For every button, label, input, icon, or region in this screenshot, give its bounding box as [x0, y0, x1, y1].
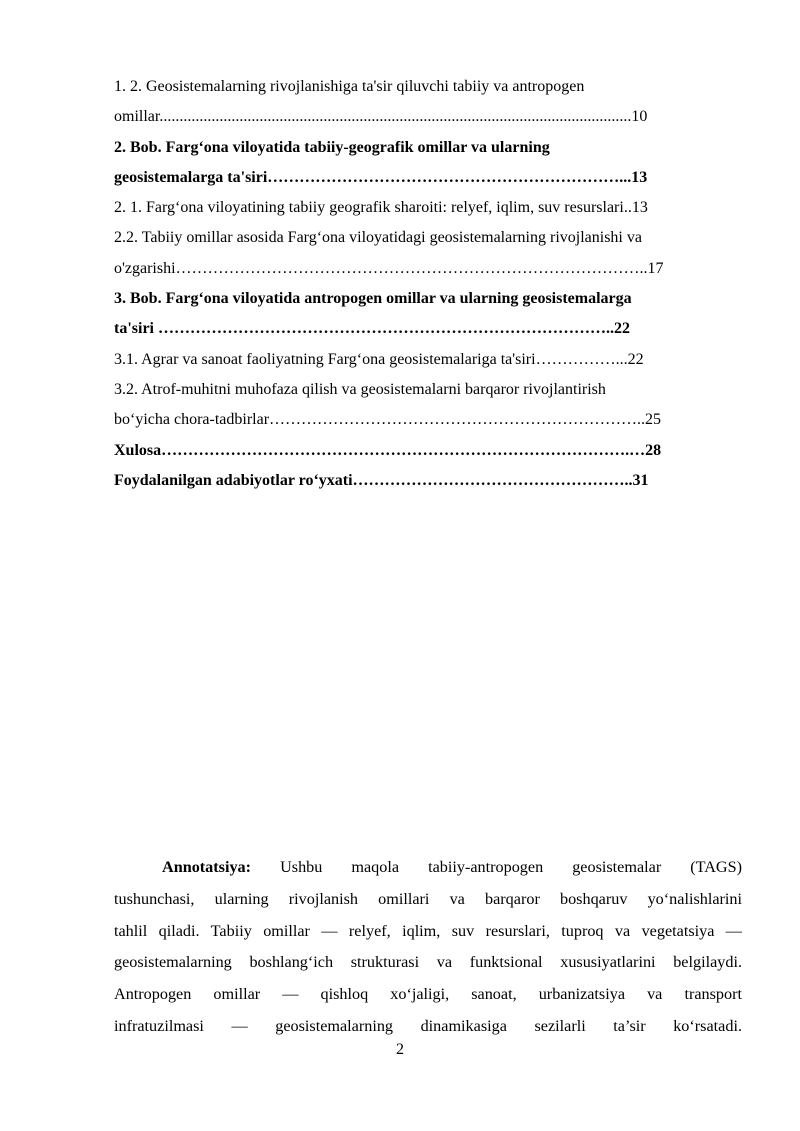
toc-references: Foydalanilgan adabiyotlar ro‘yxati……………………………………………..31 — [114, 471, 649, 489]
annotation-line — [114, 852, 742, 884]
toc-line: 3.1. Agrar va sanoat faoliyatning Farg‘ona geosistemalariga ta'siri……………...22 — [114, 350, 644, 368]
toc-line: 3.2. Atrof-muhitni muhofaza qilish va geosistemalarni barqaror rivojlantirish — [114, 380, 606, 398]
toc-line: omillar......................................................................................................................10 — [114, 108, 648, 126]
annotation-line: infratuzilmasi — geosistemalarning dinamikasiga sezilarli ta’sir ko‘rsatadi. — [114, 1016, 742, 1035]
annotation-label: Annotatsiya: — [162, 858, 252, 876]
annotation-line: tahlil qiladi. Tabiiy omillar — relyef, iqlim, suv resurslari, tuproq va vegetatsiya — — [114, 921, 742, 940]
toc-chapter-heading: geosistemalarga ta'siri…………………………………………………………...13 — [114, 168, 648, 186]
annotation-paragraph — [114, 852, 742, 1043]
toc-chapter-heading: 3. Bob. Farg‘ona viloyatida antropogen omillar va ularning geosistemalarga — [114, 290, 632, 308]
annotation-line: Antropogen omillar — qishloq xo‘jaligi, sanoat, urbanizatsiya va transport — [114, 985, 742, 1004]
toc-line: 2.2. Tabiiy omillar asosida Farg‘ona viloyatidagi geosistemalarning rivojlanishi va — [114, 229, 642, 247]
toc-conclusion: Xulosa…………………………………………………………………………….…28 — [114, 441, 662, 459]
toc-line: 1. 2. Geosistemalarning rivojlanishiga ta'sir qiluvchi tabiiy va antropogen — [114, 78, 585, 95]
table-of-contents — [114, 72, 742, 496]
toc-line: o'zgarishi……………………………………………………………………………..17 — [114, 259, 664, 277]
toc-chapter-heading: 2. Bob. Farg‘ona viloyatida tabiiy-geografik omillar va ularning — [114, 138, 550, 156]
page-number: 2 — [396, 1041, 404, 1058]
annotation-text: Ushbu maqola tabiiy-antropogen geosistemalar (TAGS) — [280, 858, 743, 876]
toc-line: 2. 1. Farg‘ona viloyatining tabiiy geografik sharoiti: relyef, iqlim, suv resurslari..13 — [114, 199, 648, 217]
toc-line: bo‘yicha chora-tadbirlar……………………………………………………………..25 — [114, 411, 662, 429]
toc-chapter-heading: ta'siri …………………………………………………………………………..22 — [114, 320, 630, 338]
annotation-line: geosistemalarning boshlang‘ich strukturasi va funktsional xususiyatlarini belgilaydi. — [114, 953, 742, 972]
annotation-line: tushunchasi, ularning rivojlanish omillari va barqaror boshqaruv yo‘nalishlarini — [114, 889, 742, 908]
